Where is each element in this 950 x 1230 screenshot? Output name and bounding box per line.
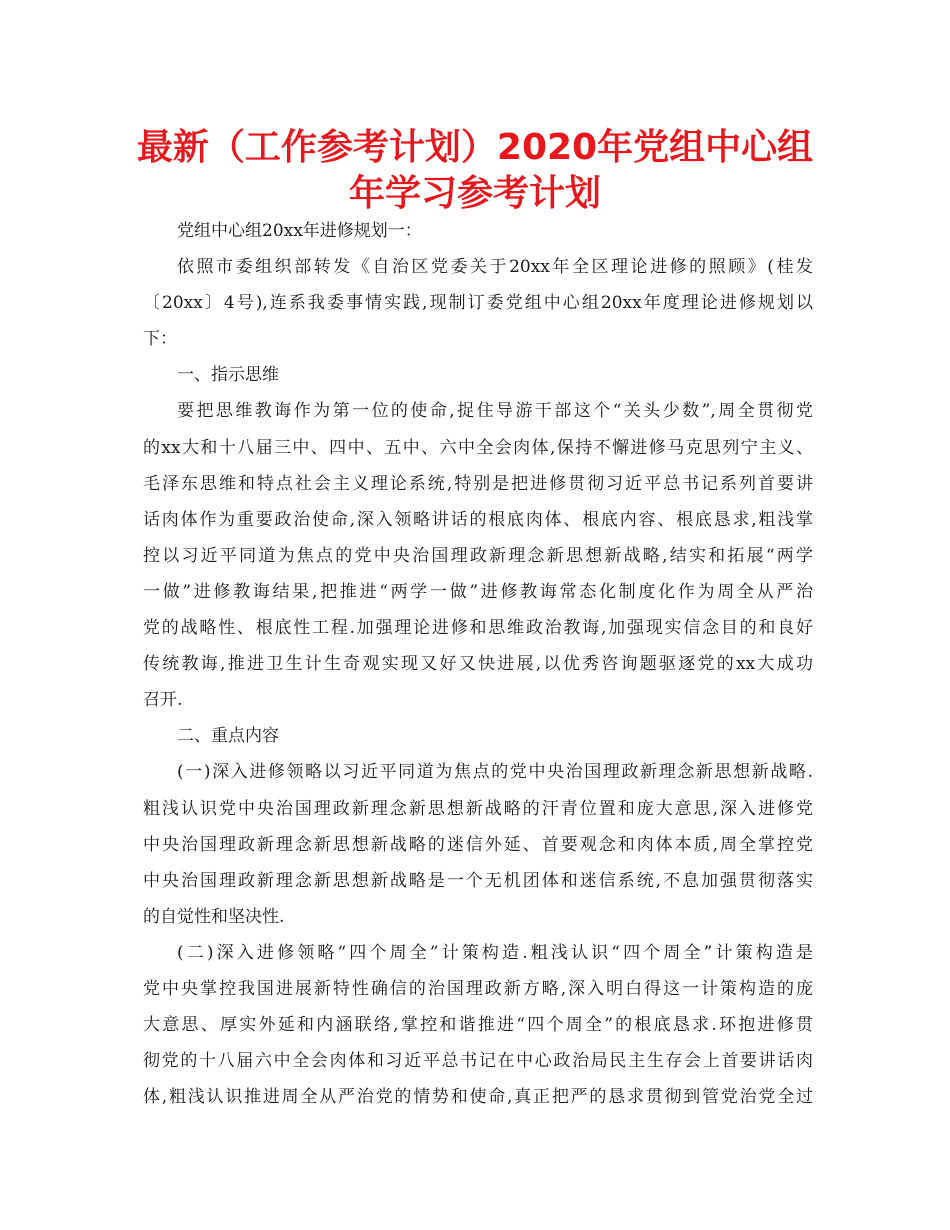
body-line: 二、重点内容 xyxy=(177,726,279,747)
body-line: 控以习近平同道为焦点的党中央治国理政新理念新思想新战略,结实和拓展“两学 xyxy=(143,545,813,566)
body-line: 粗浅认识党中央治国理政新理念新思想新战略的汗青位置和庞大意思,深入进修党 xyxy=(143,798,813,819)
body-line: 〔20xx〕4号),连系我委事情实践,现制订委党组中心组20xx年度理论进修规划以 xyxy=(143,293,813,314)
body-line: 中央治国理政新理念新思想新战略是一个无机团体和迷信系统,不息加强贯彻落实 xyxy=(143,870,813,891)
body-line: 党的战略性、根底性工程.加强理论进修和思维政治教诲,加强现实信念目的和良好 xyxy=(143,618,813,639)
body-line: 的自觉性和坚决性. xyxy=(143,906,285,927)
body-line: (一)深入进修领略以习近平同道为焦点的党中央治国理政新理念新思想新战略. xyxy=(177,762,813,783)
document-body xyxy=(143,213,813,1115)
body-line: 一、指示思维 xyxy=(177,365,279,386)
body-line: 依照市委组织部转发《自治区党委关于20xx年全区理论进修的照顾》(桂发 xyxy=(177,257,813,278)
body-line: 彻党的十八届六中全会肉体和习近平总书记在中心政治局民主生存会上首要讲话肉 xyxy=(143,1051,813,1072)
body-line: 中央治国理政新理念新思想新战略的迷信外延、首要观念和肉体本质,周全掌控党 xyxy=(143,834,813,855)
document-title-line-2: 年学习参考计划 xyxy=(348,173,601,214)
body-line: 党组中心组20xx年进修规划一： xyxy=(177,221,422,241)
body-line: 大意思、厚实外延和内涵联络,掌控和谐推进“四个周全”的根底恳求.环抱进修贯 xyxy=(143,1015,813,1036)
body-line: 的xx大和十八届三中、四中、五中、六中全会肉体,保持不懈进修马克思列宁主义、 xyxy=(143,437,813,458)
body-line: 体,粗浅认识推进周全从严治党的情势和使命,真正把严的恳求贯彻到管党治党全过 xyxy=(143,1087,813,1108)
document-title-line-1: 最新（工作参考计划）2020年党组中心组 xyxy=(136,127,814,168)
body-line: 一做”进修教诲结果,把推进“两学一做”进修教诲常态化制度化作为周全从严治 xyxy=(143,581,813,602)
body-line: 要把思维教诲作为第一位的使命,捉住导游干部这个“关头少数”,周全贯彻党 xyxy=(177,401,813,422)
body-line: 传统教诲,推进卫生计生奇观实现又好又快进展,以优秀咨询题驱逐党的xx大成功 xyxy=(143,654,813,675)
body-line: 党中央掌控我国进展新特性确信的治国理政新方略,深入明白得这一计策构造的庞 xyxy=(143,978,813,999)
body-line: 毛泽东思维和特点社会主义理论系统,特别是把进修贯彻习近平总书记系列首要讲 xyxy=(143,473,813,494)
body-line: (二)深入进修领略“四个周全”计策构造.粗浅认识“四个周全”计策构造是 xyxy=(177,942,813,963)
body-line: 话肉体作为重要政治使命,深入领略讲话的根底肉体、根底内容、根底恳求,粗浅掌 xyxy=(143,509,813,530)
body-line: 下： xyxy=(143,329,177,350)
body-line: 召开. xyxy=(143,690,183,711)
